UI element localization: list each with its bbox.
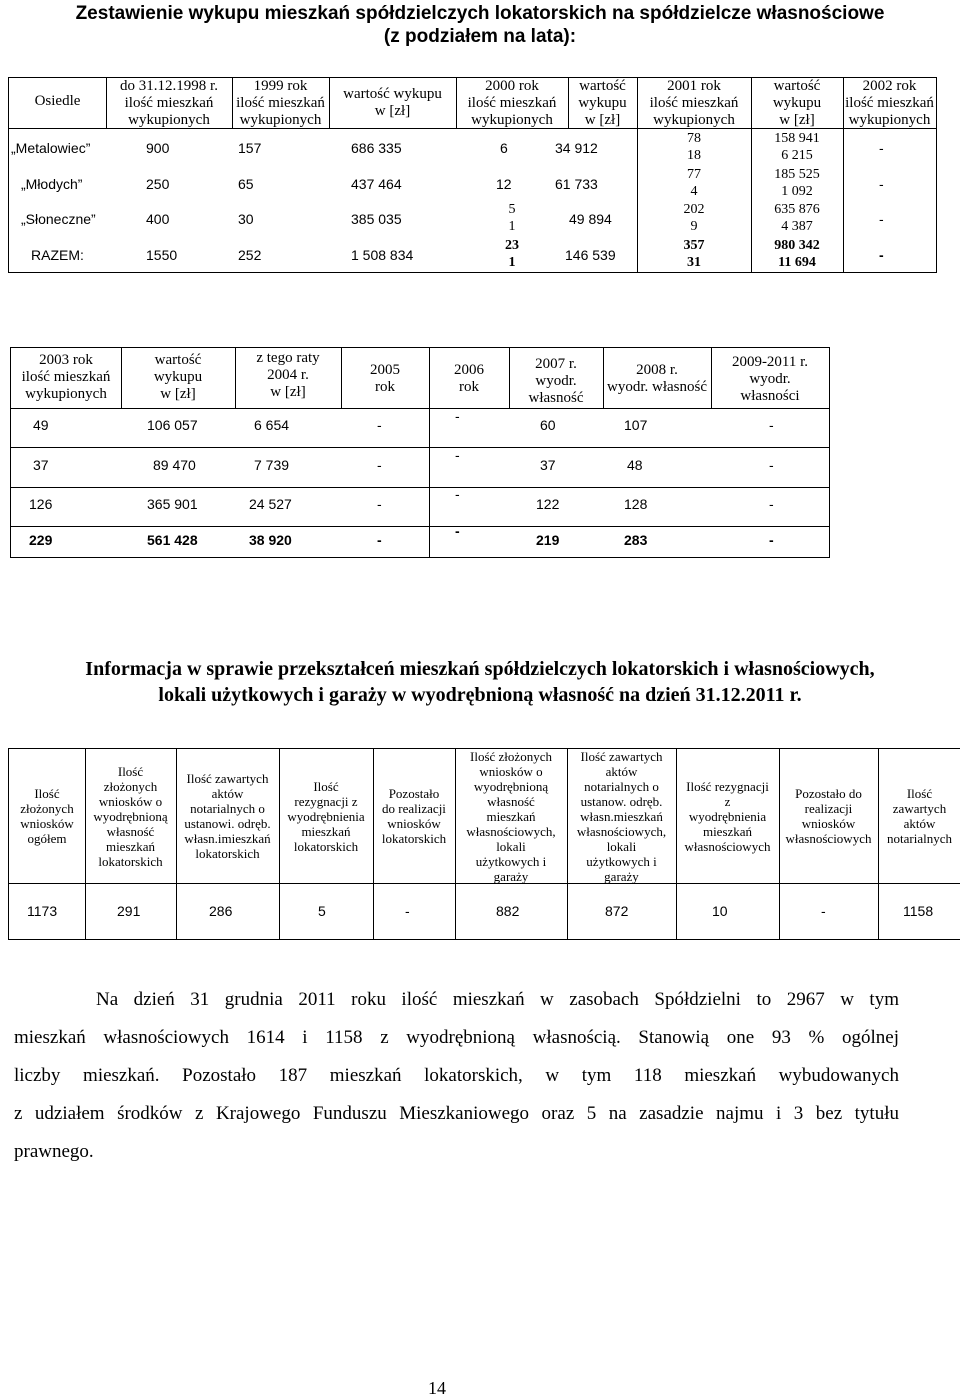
header-2008: 2008 r. wyodr. własność (607, 362, 707, 395)
header-ownership-applications: Ilość złożonych wniosków o wyodrębnioną własność mieszkań własnościowych, lokali użytkowych i garaży (466, 748, 556, 884)
header-2003: 2003 rok ilość mieszkań wykupionych (21, 352, 111, 402)
row-name: „Słoneczne” (21, 211, 96, 227)
row-name: RAZEM: (31, 247, 84, 263)
info-line-1: Informacja w sprawie przekształceń mieszkań spółdzielczych lokatorskich i własnościowych, (85, 658, 875, 680)
header-osiedle: Osiedle (34, 93, 81, 109)
info-line-2: lokali użytkowych i garaży w wyodrębnioną własność na dzień 31.12.2011 r. (158, 684, 802, 706)
header-do-1998: do 31.12.1998 r. ilość mieszkań wykupionych (120, 78, 218, 128)
header-2007: 2007 r. wyodr. własność (528, 356, 584, 406)
header-2000: 2000 rok ilość mieszkań wykupionych (467, 78, 557, 128)
page-number: 14 (428, 1378, 446, 1398)
table-row: „Młodych” 250 65 437 464 12 61 733 77 4 185 525 1 092 - (21, 167, 884, 199)
paragraph-line: liczby mieszkań. Pozostało 187 mieszkań lokatorskich, w tym 118 mieszkań wybudowanych (14, 1065, 899, 1086)
header-2002: 2002 rok ilość mieszkań wykupionych (845, 78, 934, 128)
header-2005: 2005 rok (370, 362, 400, 395)
header-wartosc-2: wartość wykupu w [zł] (578, 78, 627, 128)
row-name: „Metalowiec” (11, 140, 91, 156)
header-2001: 2001 rok ilość mieszkań wykupionych (649, 78, 739, 128)
header-ownership-notarial-acts: Ilość zawartych aktów notarialnych o ustanow. odręb. własn.mieszkań własnościowych, lokali użytkowych i garaży (576, 748, 667, 884)
paragraph-line: Na dzień 31 grudnia 2011 roku ilość mieszkań w zasobach Spółdzielni to 2967 w tym (96, 989, 899, 1010)
header-wartosc: wartość wykupu w [zł] (153, 352, 203, 402)
header-2006: 2006 rok (454, 362, 484, 395)
paragraph-line: prawnego. (14, 1141, 94, 1162)
header-tenant-applications: Ilość złożonych wniosków o wyodrębnioną własność mieszkań lokatorskich (93, 763, 168, 869)
paragraph-line: mieszkań własnościowych 1614 i 1158 z wyodrębnioną własnością. Stanowią one 93 % ogólnej (14, 1027, 899, 1048)
paragraph-line: z udziałem środków z Krajowego Funduszu Mieszkaniowego oraz 5 na zasadzie najmu i 3 bez tytułu (14, 1103, 899, 1124)
header-tenant-resignations: Ilość rezygnacji z wyodrębnienia mieszkań lokatorskich (287, 778, 365, 854)
header-tenant-remaining: Pozostało do realizacji wniosków lokatorskich (381, 786, 447, 846)
table-row-total: RAZEM: 1550 252 1 508 834 23 1 146 539 357 31 980 342 11 694 - (31, 238, 884, 270)
header-ownership-remaining: Pozostało do realizacji wniosków własnościowych (785, 786, 872, 846)
summary-paragraph (14, 981, 899, 1171)
header-wartosc-1: wartość wykupu w [zł] (343, 86, 442, 119)
row-name: „Młodych” (21, 176, 83, 192)
header-1999: 1999 rok ilość mieszkań wykupionych (236, 78, 325, 128)
header-2009-2011: 2009-2011 r. wyodr. własności (731, 354, 809, 404)
table-buyout-2003-2011: 2003 rok ilość mieszkań wykupionych wartość wykupu w [zł] z tego raty 2004 r. w [zł] 2005 rok 2006 rok 2007 r. wyodr. własność 2008 r. wyodr. własność 2009-2011 r. wyodr. własności 49 106 057 6 654 - - 60 107 - 37 89 470 7 739 - - 37 48 - 126 365 901 24 527 - - 122 128 - 229 561 428 38 920 - - 219 283 - (10, 347, 830, 558)
table-row: „Słoneczne” 400 30 385 035 5 1 49 894 202 9 635 876 4 387 - (21, 202, 884, 234)
header-tenant-notarial-acts: Ilość zawartych aktów notarialnych o ustanowi. odręb. własn.imieszkań lokatorskich (184, 771, 271, 861)
document-title (0, 2, 960, 48)
title-line-1: Zestawienie wykupu mieszkań spółdzielczych lokatorskich na spółdzielcze własnościowe (75, 3, 885, 24)
header-ownership-resignations: Ilość rezygnacji z wyodrębnienia mieszkań własnościowych (684, 778, 771, 854)
table-conversion-summary: Ilość złożonych wniosków ogółem Ilość złożonych wniosków o wyodrębnioną własność mieszkań lokatorskich Ilość zawartych aktów notarialnych o ustanowi. odręb. własn.imieszkań lokatorskich Ilość rezygnacji z wyodrębnienia mieszkań lokatorskich Pozostało do realizacji wniosków lokatorskich Ilość złożonych wniosków o wyodrębnioną własność mieszkań własnościowych, lokali użytkowych i garaży Ilość zawartych aktów notarialnych o ustanow. odręb. własn.mieszkań własnościowych, lokali użytkowych i garaży Ilość rezygnacji z wyodrębnienia mieszkań własnościowych Pozostało do realizacji wniosków własnościowych Ilość zawartych aktów notarialnych 1173 291 286 5 - 882 872 10 - 1158 (8, 748, 960, 940)
header-total-applications: Ilość złożonych wniosków ogółem (20, 786, 74, 846)
header-notarial-acts-total: Ilość zawartych aktów notarialnych (887, 786, 952, 846)
header-wartosc-3: wartość wykupu w [zł] (772, 78, 822, 128)
info-heading (0, 656, 960, 708)
title-line-2: (z podziałem na lata): (383, 26, 577, 47)
header-raty-2004: z tego raty 2004 r. w [zł] (256, 350, 320, 400)
table-row: „Metalowiec” 900 157 686 335 6 34 912 78 18 158 941 6 215 - (11, 131, 884, 163)
table-buyout-1998-2002 (8, 77, 937, 273)
